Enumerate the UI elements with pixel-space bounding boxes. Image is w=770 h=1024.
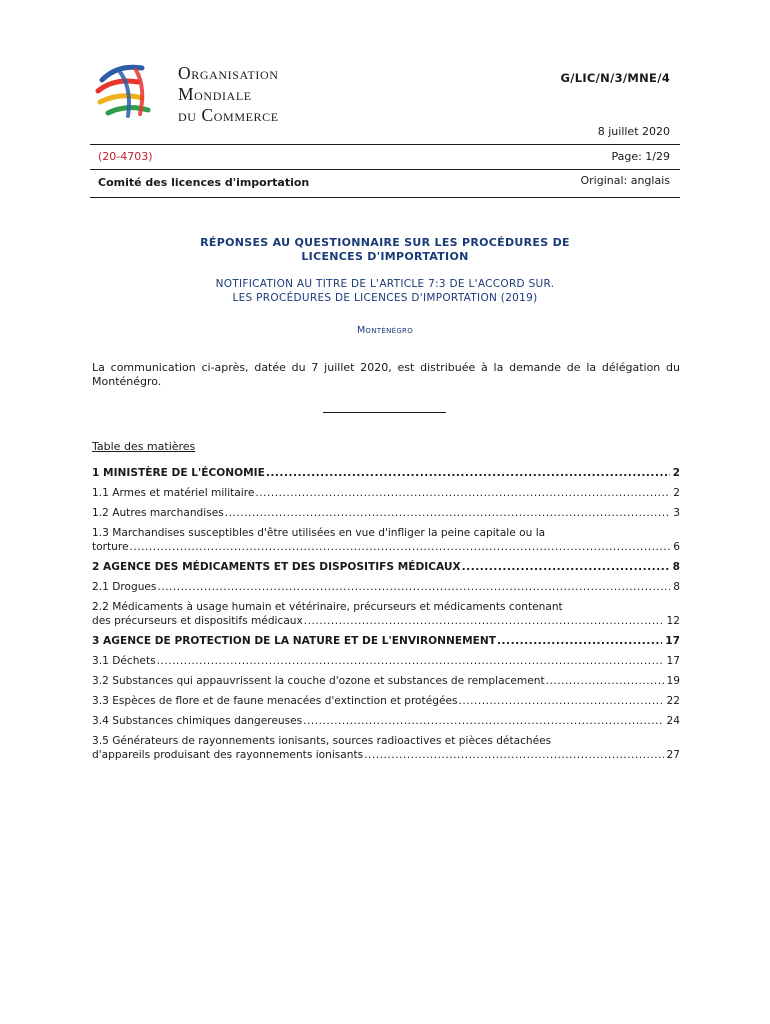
toc-dot-leader [304, 614, 664, 628]
toc-entry[interactable] [92, 714, 680, 728]
toc-entry-text: 2.2 Médicaments à usage humain et vétérinaire, précurseurs et médicaments contenant [92, 601, 563, 613]
toc-line [92, 580, 680, 594]
toc-entry-text: 2.1 Drogues [92, 581, 157, 593]
header-divider [90, 197, 680, 198]
toc-line [92, 466, 680, 480]
toc-line [92, 748, 680, 762]
organisation-name [178, 63, 279, 126]
toc-entry-text: 3.2 Substances qui appauvrissent la couche d'ozone et substances de remplacement [92, 675, 545, 687]
organisation-name-line: du Commerce [178, 105, 279, 125]
committee-name: Comité des licences d'importation [98, 176, 310, 189]
toc-dot-leader [157, 654, 664, 668]
toc-page-number: 6 [673, 541, 680, 553]
toc-entry[interactable] [92, 466, 680, 480]
toc-dot-leader [303, 714, 663, 728]
toc-page-number: 19 [666, 675, 680, 687]
toc-entry-text: 1.1 Armes et matériel militaire [92, 487, 255, 499]
toc-entry-text: torture [92, 541, 129, 553]
toc-line [92, 674, 680, 688]
subtitle-line: LES PROCÉDURES DE LICENCES D'IMPORTATION (2019) [232, 292, 538, 304]
toc-dot-leader [255, 486, 670, 500]
header-divider [90, 169, 680, 170]
toc-entry-text: 2 AGENCE DES MÉDICAMENTS ET DES DISPOSITIFS MÉDICAUX [92, 561, 461, 573]
toc-dot-leader [266, 466, 670, 480]
title-line: RÉPONSES AU QUESTIONNAIRE SUR LES PROCÉDURES DE [200, 236, 570, 249]
toc-dot-leader [130, 540, 671, 554]
toc-page-number: 24 [666, 715, 680, 727]
toc-entry[interactable] [92, 734, 680, 762]
toc-entry[interactable] [92, 580, 680, 594]
subtitle-line: NOTIFICATION AU TITRE DE L'ARTICLE 7:3 DE L'ACCORD SUR. [215, 278, 555, 290]
toc-dot-leader [462, 560, 670, 574]
toc-page-number: 8 [672, 561, 680, 573]
toc-entry[interactable] [92, 486, 680, 500]
toc-line [92, 694, 680, 708]
toc-entry[interactable] [92, 526, 680, 554]
toc-heading: Table des matières [92, 440, 196, 453]
toc-line [92, 614, 680, 628]
document-title [90, 236, 680, 264]
toc-entry-text: 3.3 Espèces de flore et de faune menacées d'extinction et protégées [92, 695, 458, 707]
document-date: 8 juillet 2020 [597, 125, 670, 138]
wto-logo-icon [90, 58, 160, 128]
toc-line [92, 714, 680, 728]
toc-entry[interactable] [92, 674, 680, 688]
toc-page-number: 2 [673, 487, 680, 499]
toc-dot-leader [157, 580, 670, 594]
toc-page-number: 3 [673, 507, 680, 519]
toc-entry-text: 3.5 Générateurs de rayonnements ionisants, sources radioactives et pièces détachées [92, 735, 552, 747]
toc-page-number: 22 [666, 695, 680, 707]
country-name: Monténégro [356, 325, 414, 336]
toc-page-number: 17 [665, 635, 680, 647]
toc-line [92, 634, 680, 648]
original-language: Original: anglais [580, 174, 670, 187]
table-of-contents [92, 466, 680, 768]
toc-dot-leader [225, 506, 670, 520]
organisation-name-line: Mondiale [178, 84, 252, 104]
toc-entry-text: 1 MINISTÈRE DE L'ÉCONOMIE [92, 467, 265, 479]
document-symbol: G/LIC/N/3/MNE/4 [560, 71, 670, 85]
toc-entry-text: 1.2 Autres marchandises [92, 507, 224, 519]
toc-entry-text: 3 AGENCE DE PROTECTION DE LA NATURE ET DE L'ENVIRONNEMENT [92, 635, 496, 647]
toc-line [92, 540, 680, 554]
document-subtitle [90, 277, 680, 305]
toc-dot-leader [459, 694, 664, 708]
toc-entry[interactable] [92, 600, 680, 628]
toc-line [92, 654, 680, 668]
toc-page-number: 8 [673, 581, 680, 593]
toc-entry-text: 1.3 Marchandises susceptibles d'être utilisées en vue d'infliger la peine capitale ou la [92, 527, 546, 539]
toc-entry[interactable] [92, 634, 680, 648]
header-divider [90, 144, 680, 145]
separator-line [323, 412, 446, 413]
toc-page-number: 2 [672, 467, 680, 479]
toc-entry[interactable] [92, 506, 680, 520]
document-number: (20-4703) [98, 150, 153, 163]
toc-line [92, 486, 680, 500]
page-number: Page: 1/29 [611, 150, 670, 163]
title-line: LICENCES D'IMPORTATION [301, 250, 469, 263]
toc-page-number: 12 [666, 615, 680, 627]
toc-dot-leader [497, 634, 662, 648]
toc-entry-text: d'appareils produisant des rayonnements ionisants [92, 749, 364, 761]
toc-entry[interactable] [92, 560, 680, 574]
toc-page-number: 27 [666, 749, 680, 761]
toc-line [92, 506, 680, 520]
organisation-name-line: Organisation [178, 63, 279, 83]
toc-entry[interactable] [92, 694, 680, 708]
toc-page-number: 17 [666, 655, 680, 667]
toc-line [92, 560, 680, 574]
toc-entry-text: des précurseurs et dispositifs médicaux [92, 615, 303, 627]
intro-paragraph: La communication ci-après, datée du 7 juillet 2020, est distribuée à la demande de la délégation du Monténégro. [92, 361, 680, 388]
toc-dot-leader [364, 748, 663, 762]
toc-entry[interactable] [92, 654, 680, 668]
toc-dot-leader [546, 674, 664, 688]
toc-entry-text: 3.4 Substances chimiques dangereuses [92, 715, 303, 727]
toc-entry-text: 3.1 Déchets [92, 655, 156, 667]
